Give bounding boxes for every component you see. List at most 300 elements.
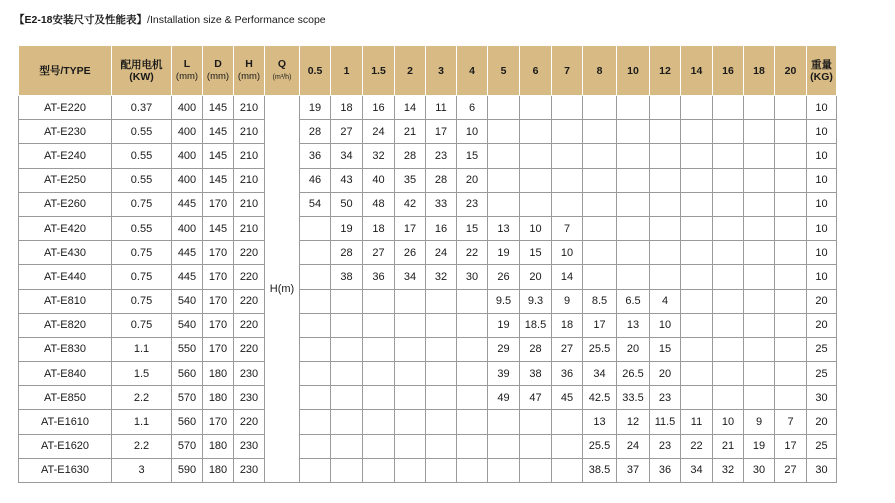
- cell-head-value: [681, 168, 713, 192]
- cell-head-value: [681, 313, 713, 337]
- header-flow-1: 1: [331, 46, 363, 96]
- cell-head-value: 27: [775, 458, 807, 482]
- cell-head-value: [617, 144, 650, 168]
- cell-weight: 25: [807, 434, 837, 458]
- cell-head-value: 29: [488, 337, 520, 361]
- cell-head-value: [300, 313, 331, 337]
- cell-head-value: [775, 144, 807, 168]
- cell-h: 210: [234, 192, 265, 216]
- cell-motor-kw: 3: [112, 458, 172, 482]
- cell-head-value: [744, 168, 775, 192]
- cell-head-value: [744, 289, 775, 313]
- cell-weight: 10: [807, 120, 837, 144]
- cell-type: AT-E850: [19, 386, 112, 410]
- cell-head-value: [713, 216, 744, 240]
- cell-head-value: 11: [681, 410, 713, 434]
- cell-head-value: [775, 216, 807, 240]
- cell-head-value: [713, 313, 744, 337]
- cell-head-value: 28: [426, 168, 457, 192]
- cell-type: AT-E420: [19, 216, 112, 240]
- cell-head-value: 34: [681, 458, 713, 482]
- cell-head-value: [331, 337, 363, 361]
- table-row: [19, 144, 837, 168]
- cell-head-value: 15: [457, 216, 488, 240]
- cell-head-value: 13: [488, 216, 520, 240]
- cell-head-value: 47: [520, 386, 552, 410]
- cell-weight: 20: [807, 289, 837, 313]
- cell-head-value: [331, 410, 363, 434]
- cell-head-value: [395, 337, 426, 361]
- cell-head-value: [775, 337, 807, 361]
- cell-head-value: 20: [650, 362, 681, 386]
- cell-head-value: 23: [650, 386, 681, 410]
- cell-weight: 10: [807, 241, 837, 265]
- cell-head-value: [363, 289, 395, 313]
- cell-head-value: [363, 337, 395, 361]
- cell-head-value: [681, 289, 713, 313]
- cell-head-value: [331, 434, 363, 458]
- cell-h: 230: [234, 434, 265, 458]
- cell-head-value: [775, 192, 807, 216]
- header-flow-7: 6: [520, 46, 552, 96]
- cell-h: 210: [234, 96, 265, 120]
- cell-head-value: 6.5: [617, 289, 650, 313]
- cell-head-value: 38: [331, 265, 363, 289]
- cell-d: 170: [203, 337, 234, 361]
- header-d: D (mm): [203, 46, 234, 96]
- cell-head-value: 40: [363, 168, 395, 192]
- table-row: [19, 458, 837, 482]
- cell-weight: 10: [807, 216, 837, 240]
- cell-motor-kw: 2.2: [112, 434, 172, 458]
- cell-l: 400: [172, 144, 203, 168]
- title-english: /Installation size & Performance scope: [147, 14, 326, 26]
- cell-head-value: [457, 313, 488, 337]
- cell-head-value: 16: [363, 96, 395, 120]
- cell-head-value: [713, 241, 744, 265]
- cell-motor-kw: 0.75: [112, 289, 172, 313]
- cell-head-value: 34: [583, 362, 617, 386]
- cell-head-value: 49: [488, 386, 520, 410]
- cell-d: 180: [203, 458, 234, 482]
- cell-motor-kw: 0.55: [112, 144, 172, 168]
- cell-l: 570: [172, 434, 203, 458]
- cell-h: 220: [234, 313, 265, 337]
- table-row: [19, 386, 837, 410]
- cell-head-value: [457, 410, 488, 434]
- cell-head-value: [744, 96, 775, 120]
- cell-head-value: [713, 386, 744, 410]
- cell-head-value: [488, 410, 520, 434]
- cell-type: AT-E240: [19, 144, 112, 168]
- cell-weight: 10: [807, 96, 837, 120]
- cell-head-value: [520, 144, 552, 168]
- cell-head-value: 26.5: [617, 362, 650, 386]
- cell-head-value: [681, 120, 713, 144]
- cell-head-value: [552, 168, 583, 192]
- cell-head-value: [426, 362, 457, 386]
- header-motor: 配用电机 (KW): [112, 46, 172, 96]
- cell-head-value: [488, 96, 520, 120]
- cell-head-value: 27: [363, 241, 395, 265]
- cell-motor-kw: 0.75: [112, 313, 172, 337]
- table-row: [19, 241, 837, 265]
- cell-head-value: 32: [713, 458, 744, 482]
- header-flow-4: 3: [426, 46, 457, 96]
- cell-head-value: [617, 265, 650, 289]
- cell-head-value: [744, 362, 775, 386]
- header-flow-14: 18: [744, 46, 775, 96]
- table-row: [19, 265, 837, 289]
- cell-head-value: 22: [457, 241, 488, 265]
- cell-head-value: 12: [617, 410, 650, 434]
- cell-weight: 30: [807, 386, 837, 410]
- cell-head-value: [775, 241, 807, 265]
- cell-head-value: 13: [617, 313, 650, 337]
- cell-head-value: 34: [331, 144, 363, 168]
- cell-head-value: 39: [488, 362, 520, 386]
- cell-head-value: 24: [426, 241, 457, 265]
- cell-head-value: [395, 458, 426, 482]
- cell-head-value: [457, 289, 488, 313]
- header-flow-3: 2: [395, 46, 426, 96]
- cell-type: AT-E430: [19, 241, 112, 265]
- cell-head-value: [300, 241, 331, 265]
- cell-head-value: [713, 96, 744, 120]
- cell-type: AT-E440: [19, 265, 112, 289]
- cell-head-value: [552, 120, 583, 144]
- cell-weight: 20: [807, 410, 837, 434]
- table-row: [19, 410, 837, 434]
- cell-l: 445: [172, 241, 203, 265]
- cell-head-value: 37: [617, 458, 650, 482]
- cell-head-value: [681, 265, 713, 289]
- cell-head-value: [681, 96, 713, 120]
- cell-head-value: 34: [395, 265, 426, 289]
- cell-head-value: 4: [650, 289, 681, 313]
- header-flow-10: 10: [617, 46, 650, 96]
- cell-head-value: 20: [520, 265, 552, 289]
- cell-head-value: 46: [300, 168, 331, 192]
- cell-head-value: [426, 386, 457, 410]
- cell-l: 445: [172, 192, 203, 216]
- header-weight: 重量 (KG): [807, 46, 837, 96]
- cell-head-value: [300, 434, 331, 458]
- cell-head-value: 43: [331, 168, 363, 192]
- cell-h: 230: [234, 386, 265, 410]
- cell-head-value: [488, 192, 520, 216]
- cell-motor-kw: 0.55: [112, 216, 172, 240]
- cell-head-value: [775, 362, 807, 386]
- cell-head-value: 11.5: [650, 410, 681, 434]
- cell-head-value: [363, 313, 395, 337]
- cell-head-value: 10: [650, 313, 681, 337]
- cell-head-value: 26: [488, 265, 520, 289]
- cell-motor-kw: 0.75: [112, 192, 172, 216]
- cell-head-value: [775, 120, 807, 144]
- cell-d: 170: [203, 265, 234, 289]
- cell-l: 540: [172, 289, 203, 313]
- cell-type: AT-E1620: [19, 434, 112, 458]
- cell-head-value: [457, 337, 488, 361]
- cell-head-value: 7: [775, 410, 807, 434]
- cell-head-value: [300, 289, 331, 313]
- cell-head-value: [363, 434, 395, 458]
- cell-head-value: 24: [617, 434, 650, 458]
- cell-head-value: [744, 337, 775, 361]
- cell-head-value: 24: [363, 120, 395, 144]
- cell-head-value: [363, 362, 395, 386]
- cell-head-value: [650, 96, 681, 120]
- cell-head-value: 20: [457, 168, 488, 192]
- cell-head-value: 32: [426, 265, 457, 289]
- cell-head-value: 17: [426, 120, 457, 144]
- cell-head-value: [395, 362, 426, 386]
- header-q: Q (m³/h): [265, 46, 300, 96]
- cell-d: 170: [203, 241, 234, 265]
- cell-head-value: 7: [552, 216, 583, 240]
- cell-head-value: 36: [300, 144, 331, 168]
- cell-head-value: [395, 313, 426, 337]
- header-flow-6: 5: [488, 46, 520, 96]
- cell-head-value: [713, 265, 744, 289]
- cell-head-value: [617, 120, 650, 144]
- cell-head-value: [331, 313, 363, 337]
- cell-head-value: [426, 458, 457, 482]
- cell-type: AT-E1610: [19, 410, 112, 434]
- cell-d: 180: [203, 434, 234, 458]
- cell-head-value: 19: [300, 96, 331, 120]
- cell-head-value: 17: [395, 216, 426, 240]
- cell-head-value: 9: [552, 289, 583, 313]
- cell-head-value: [300, 458, 331, 482]
- cell-head-value: [300, 386, 331, 410]
- cell-motor-kw: 2.2: [112, 386, 172, 410]
- cell-head-value: 28: [331, 241, 363, 265]
- cell-head-value: [617, 96, 650, 120]
- cell-type: AT-E810: [19, 289, 112, 313]
- cell-head-value: 36: [363, 265, 395, 289]
- cell-head-value: 9.3: [520, 289, 552, 313]
- cell-head-value: 10: [457, 120, 488, 144]
- cell-head-value: [426, 313, 457, 337]
- cell-motor-kw: 1.1: [112, 410, 172, 434]
- cell-head-value: 32: [363, 144, 395, 168]
- cell-head-value: 45: [552, 386, 583, 410]
- cell-head-value: 42: [395, 192, 426, 216]
- cell-head-value: [457, 362, 488, 386]
- cell-head-value: [650, 120, 681, 144]
- cell-head-value: [363, 386, 395, 410]
- cell-d: 170: [203, 192, 234, 216]
- performance-table: [18, 45, 837, 483]
- cell-head-value: 28: [395, 144, 426, 168]
- cell-head-value: [583, 241, 617, 265]
- cell-head-value: [331, 289, 363, 313]
- cell-type: AT-E230: [19, 120, 112, 144]
- cell-weight: 10: [807, 144, 837, 168]
- cell-head-value: [552, 144, 583, 168]
- cell-head-value: 11: [426, 96, 457, 120]
- cell-d: 180: [203, 362, 234, 386]
- header-flow-0: 0.5: [300, 46, 331, 96]
- cell-head-value: [395, 386, 426, 410]
- cell-motor-kw: 0.55: [112, 168, 172, 192]
- cell-head-value: [331, 362, 363, 386]
- cell-motor-kw: 1.5: [112, 362, 172, 386]
- cell-head-value: 36: [650, 458, 681, 482]
- cell-head-value: [520, 168, 552, 192]
- cell-head-value: 18.5: [520, 313, 552, 337]
- cell-head-value: 10: [552, 241, 583, 265]
- cell-head-value: [744, 241, 775, 265]
- header-flow-15: 20: [775, 46, 807, 96]
- cell-head-value: [713, 192, 744, 216]
- cell-motor-kw: 0.55: [112, 120, 172, 144]
- cell-head-value: [552, 410, 583, 434]
- cell-h: 220: [234, 410, 265, 434]
- cell-head-value: [681, 216, 713, 240]
- cell-head-value: 42.5: [583, 386, 617, 410]
- cell-l: 400: [172, 216, 203, 240]
- cell-motor-kw: 0.75: [112, 241, 172, 265]
- cell-head-value: 10: [520, 216, 552, 240]
- cell-weight: 25: [807, 337, 837, 361]
- cell-head-value: [681, 386, 713, 410]
- title-chinese: 【E2-18安装尺寸及性能表】: [14, 14, 148, 26]
- cell-head-value: 19: [744, 434, 775, 458]
- cell-head-value: [744, 144, 775, 168]
- cell-head-value: [744, 386, 775, 410]
- cell-head-value: [520, 120, 552, 144]
- cell-head-value: [583, 168, 617, 192]
- cell-motor-kw: 1.1: [112, 337, 172, 361]
- table-row: [19, 120, 837, 144]
- cell-head-value: [617, 216, 650, 240]
- cell-head-value: 19: [488, 241, 520, 265]
- cell-head-value: [552, 96, 583, 120]
- cell-head-value: [300, 337, 331, 361]
- cell-head-value: 8.5: [583, 289, 617, 313]
- cell-d: 145: [203, 120, 234, 144]
- cell-l: 550: [172, 337, 203, 361]
- cell-h: 210: [234, 168, 265, 192]
- cell-head-value: 23: [650, 434, 681, 458]
- cell-head-value: [426, 289, 457, 313]
- cell-head-value: [488, 120, 520, 144]
- cell-head-value: 19: [331, 216, 363, 240]
- cell-head-value: 28: [520, 337, 552, 361]
- cell-h: 230: [234, 458, 265, 482]
- cell-head-value: 13: [583, 410, 617, 434]
- cell-head-value: [744, 120, 775, 144]
- table-title: [14, 12, 326, 27]
- cell-head-value: [650, 241, 681, 265]
- cell-l: 560: [172, 410, 203, 434]
- table-row: [19, 289, 837, 313]
- cell-h: 220: [234, 337, 265, 361]
- cell-head-value: [426, 410, 457, 434]
- cell-d: 180: [203, 386, 234, 410]
- cell-l: 400: [172, 120, 203, 144]
- cell-head-value: 9: [744, 410, 775, 434]
- cell-head-value: [457, 386, 488, 410]
- cell-head-value: 18: [552, 313, 583, 337]
- cell-head-value: [650, 216, 681, 240]
- cell-head-value: 23: [457, 192, 488, 216]
- header-row: [19, 46, 837, 96]
- cell-h: 220: [234, 265, 265, 289]
- header-l: L (mm): [172, 46, 203, 96]
- cell-head-value: 30: [457, 265, 488, 289]
- cell-type: AT-E1630: [19, 458, 112, 482]
- cell-head-value: [395, 410, 426, 434]
- cell-head-value: [583, 265, 617, 289]
- cell-head-value: 9.5: [488, 289, 520, 313]
- cell-weight: 10: [807, 192, 837, 216]
- cell-head-value: [617, 192, 650, 216]
- cell-head-value: [552, 192, 583, 216]
- cell-head-value: [744, 265, 775, 289]
- cell-head-value: [583, 120, 617, 144]
- cell-h: 220: [234, 289, 265, 313]
- cell-head-value: [520, 434, 552, 458]
- cell-d: 145: [203, 144, 234, 168]
- table-row: [19, 313, 837, 337]
- cell-head-value: 15: [520, 241, 552, 265]
- cell-head-value: [775, 289, 807, 313]
- cell-motor-kw: 0.37: [112, 96, 172, 120]
- cell-head-value: [775, 96, 807, 120]
- cell-head-value: 19: [488, 313, 520, 337]
- cell-head-value: [583, 192, 617, 216]
- table-row: [19, 362, 837, 386]
- cell-head-value: [520, 96, 552, 120]
- cell-head-value: 15: [650, 337, 681, 361]
- header-type: 型号/TYPE: [19, 46, 112, 96]
- cell-l: 590: [172, 458, 203, 482]
- cell-head-value: [331, 458, 363, 482]
- cell-weight: 25: [807, 362, 837, 386]
- cell-weight: 10: [807, 168, 837, 192]
- cell-head-value: 17: [583, 313, 617, 337]
- cell-head-value: 25.5: [583, 337, 617, 361]
- header-flow-9: 8: [583, 46, 617, 96]
- header-flow-12: 14: [681, 46, 713, 96]
- table-row: [19, 216, 837, 240]
- cell-head-value: [363, 458, 395, 482]
- cell-head-value: 48: [363, 192, 395, 216]
- header-flow-13: 16: [713, 46, 744, 96]
- cell-head-value: [681, 192, 713, 216]
- cell-type: AT-E250: [19, 168, 112, 192]
- cell-head-value: [331, 386, 363, 410]
- cell-head-value: [488, 458, 520, 482]
- cell-head-value: [713, 144, 744, 168]
- cell-head-value: [713, 362, 744, 386]
- cell-head-value: 21: [395, 120, 426, 144]
- cell-head-value: [775, 313, 807, 337]
- cell-h: 220: [234, 241, 265, 265]
- cell-head-value: [650, 192, 681, 216]
- cell-head-value: [395, 434, 426, 458]
- cell-head-value: [520, 192, 552, 216]
- cell-head-value: [583, 144, 617, 168]
- cell-head-value: 10: [713, 410, 744, 434]
- cell-head-value: 27: [552, 337, 583, 361]
- table-row: [19, 168, 837, 192]
- cell-head-value: [488, 168, 520, 192]
